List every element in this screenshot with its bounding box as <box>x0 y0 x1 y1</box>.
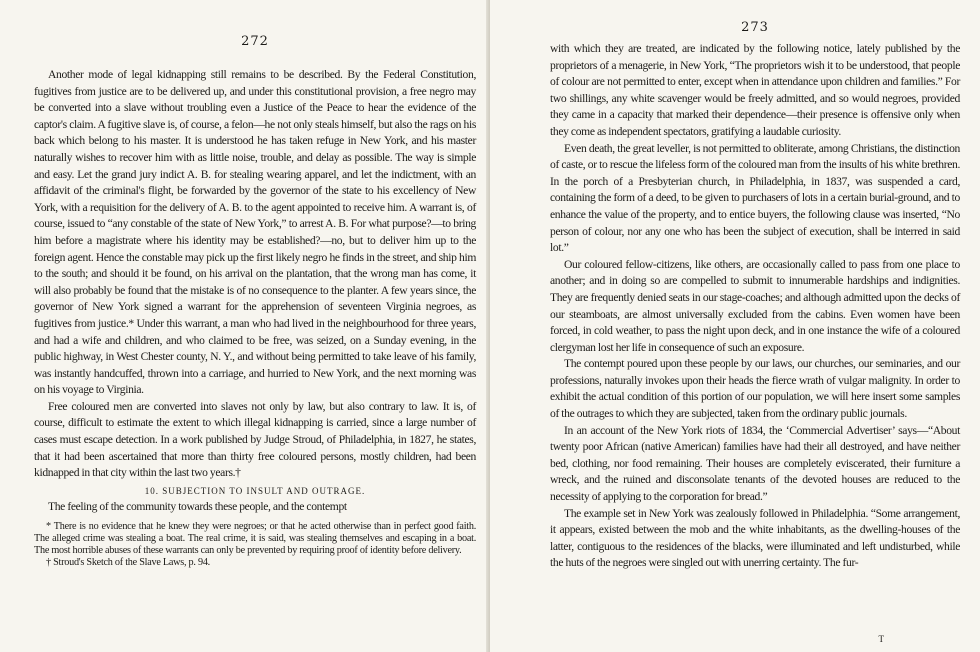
section-heading: 10. SUBJECTION TO INSULT AND OUTRAGE. <box>144 485 366 496</box>
footnote: † Stroud's Sketch of the Slave Laws, p. 94. <box>46 557 210 569</box>
paragraph: Even death, the great leveller, is not permitted to obliterate, among Christians, the distinction of caste, or to rescue the lifeless form of the coloured man from the insults of his white brethren. In the porch of a Presbyterian church, in Philadelphia, in 1837, was suspended a card, containing the form of a deed, to be given to purchasers of lots in a certain burial-ground, and to enhance the value of the property, and to entice buyers, the following clause was inserted, “No person of colour, nor any one who has been the subject of execution, shall be interred in said lot.” <box>550 141 960 255</box>
page-number-right: 273 <box>741 20 769 35</box>
paragraph: Free coloured men are converted into slaves not only by law, but also contrary to law. It is, of course, difficult to estimate the extent to which illegal kidnapping is carried, since a large number of cases must escape detection. In a work published by Judge Stroud, of Philadelphia, in 1827, he states, that it had been ascertained that more than thirty free coloured persons, mostly children, had been kidnapped in that city within the last two years.† <box>34 399 476 480</box>
paragraph: with which they are treated, are indicated by the following notice, lately published by the proprietors of a menagerie, in New York, “The proprietors wish it to be understood, that people of colour are not permitted to enter, except when in attendance upon children and families.” For two shillings, any white scavenger would be freely admitted, and so would negroes, provided they came in a capacity that marked their dependence—their presence is offensive only when they come as independent spectators, gratifying a laudable curiosity. <box>550 42 960 138</box>
page-number-left: 272 <box>241 34 269 49</box>
paragraph: Our coloured fellow-citizens, like others, are occasionally called to pass from one place to another; and in doing so are compelled to submit to innumerable hardships and indignities. They are frequently denied seats in our stage-coaches; and although admitted upon the decks of our steamboats, are almost universally excluded from the cabins. Even women have been forced, in cold weather, to pass the night upon deck, and in one instance the wife of a coloured clergyman lost her life in consequence of such an exposure. <box>550 257 960 354</box>
signature-mark: T <box>878 634 884 644</box>
paragraph: The example set in New York was zealously followed in Philadelphia. “Some arrangement, it appears, existed between the mob and the white inhabitants, as the dwelling-houses of the latter, contiguous to the residences of the blacks, were illuminated and left undisturbed, while the huts of the negroes were singled out with unerring certainty. The fur- <box>550 506 960 570</box>
footnote: * There is no evidence that he knew they were negroes; or that he acted otherwise than in perfect good faith. The alleged crime was stealing a boat. The real crime, it is said, was stealing themselves and escaping in a boat. The most horrible abuses of these warrants can only be prevented by requiring proof of identity before delivery. <box>34 521 476 557</box>
paragraph: In an account of the New York riots of 1834, the ‘Commercial Advertiser’ says—“About twenty poor African (native American) families have had their all destroyed, and have neither bed, clothing, nor food remaining. Their houses are completely eviscerated, their furniture a wreck, and the ruined and disconsolate tenants of the devoted houses are reduced to the necessity of applying to the corporation for bread.” <box>550 423 960 504</box>
paragraph: The feeling of the community towards these people, and the contempt <box>48 499 347 513</box>
right-page <box>490 0 980 652</box>
paragraph: Another mode of legal kidnapping still remains to be described. By the Federal Constitution, fugitives from justice are to be delivered up, and under this constitutional provision, a free negro may be converted into a slave without troubling even a Justice of the Peace to hear the evidence of the captor's claim. A fugitive slave is, of course, a felon—he not only steals himself, but also the rags on his back which belong to his master. It is understood he has taken refuge in New York, and his master naturally wishes to recover him with as little noise, trouble, and delay as possible. The way is simple and easy. Let the grand jury indict A. B. for stealing wearing apparel, and let the indictment, with an affidavit of the criminal's flight, be forwarded by the governor of the state to his excellency of New York, with a requisition for the delivery of A. B. to the agent appointed to receive him. A warrant is, of course, issued to “any constable of the state of New York,” to arrest A. B. For what purpose?—to bring him before a magistrate where his identity may be established?—no, but to deliver him up to the foreign agent. Hence the constable may pick up the first likely negro he finds in the street, and ship him to the south; and should it be found, on his arrival on the plantation, that the wrong man has come, it will also probably be found that the mistake is of no consequence to the planter. A few years since, the governor of New York signed a warrant for the apprehension of seventeen Virginia negroes, as fugitives from justice.* Under this warrant, a man who had lived in the neighbourhood for three years, and had a wife and children, and who claimed to be free, was seized, on a Sunday evening, in the public highway, in West Chester county, N. Y., and without being permitted to take leave of his family, was instantly handcuffed, thrown into a carriage, and hurried to New York, and the next morning was on his voyage to Virginia. <box>34 68 476 397</box>
paragraph: The contempt poured upon these people by our laws, our churches, our seminaries, and our professions, naturally invokes upon their heads the fierce wrath of vulgar malignity. In order to exhibit the actual condition of this portion of our population, we will here insert some samples of the outrages to which they are subjected, taken from the ordinary public journals. <box>550 357 960 421</box>
footnotes <box>34 521 476 569</box>
